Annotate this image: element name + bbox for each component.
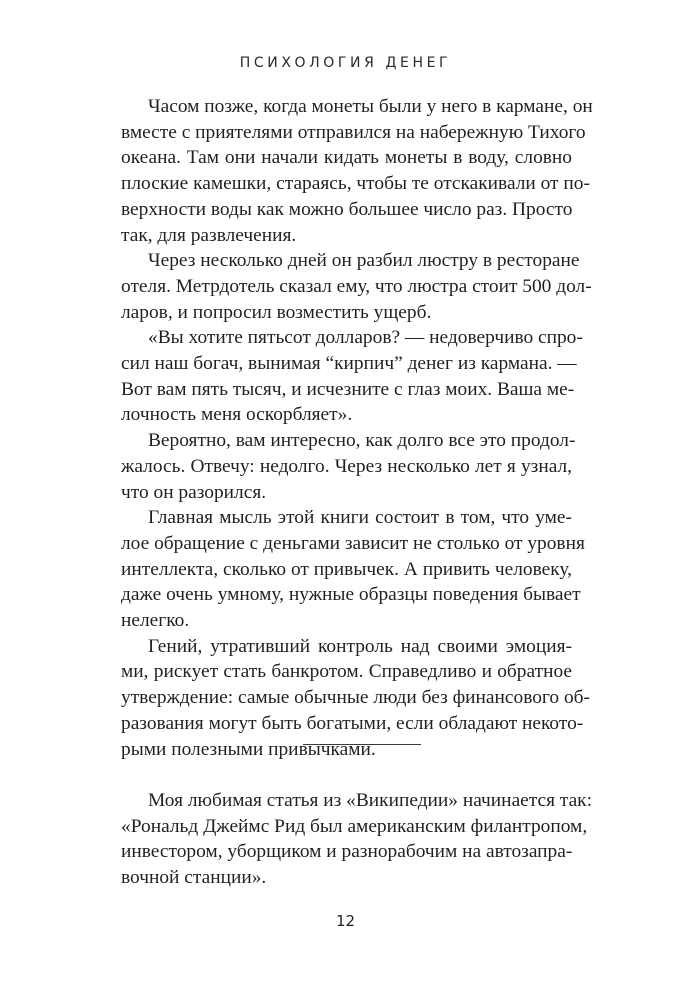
text-line: интеллекта, сколько от привычек. А привить человеку, [121,558,572,580]
text-line: вочной станции». [121,867,267,889]
text-line: верхности воды как можно большее число раз. Просто [121,198,573,220]
page-number: 12 [335,912,356,930]
closing-text [121,788,592,891]
text-line: Часом позже, когда монеты были у него в кармане, он [148,96,593,117]
text-line: Вероятно, вам интересно, как долго все это продол- [148,430,576,452]
text-line: «Вы хотите пятьсот долларов? — недоверчиво спро- [148,327,583,349]
text-line: Вот вам пять тысяч, и исчезните с глаз моих. Ваша ме- [121,378,575,400]
text-line: Гений, утративший контроль над своими эмоция- [148,635,572,657]
text-line: океана. Там они начали кидать монеты в воду, словно [121,147,572,169]
text-line: ларов, и попросил возместить ущерб. [121,301,432,323]
text-line: «Рональд Джеймс Рид был американским филантропом, [121,815,588,837]
text-line: разования могут быть богатыми, если обладают некото- [121,712,584,734]
text-line: Главная мысль этой книги состоит в том, что уме- [148,507,572,529]
paragraph [121,325,583,428]
text-line: утверждение: самые обычные люди без финансового об- [121,687,590,709]
text-line: что он разорился. [121,481,267,503]
text-line: нелегко. [121,610,190,632]
text-line: отеля. Метрдотель сказал ему, что люстра стоит 500 дол- [121,275,592,297]
paragraph [121,248,592,325]
text-line: ми, рискует стать банкротом. Справедливо и обратное [121,661,572,683]
text-line: рыми полезными привычками. [121,738,376,760]
text-line: лочность меня оскорбляет». [121,404,353,426]
paragraph [121,94,593,248]
text-line: даже очень умному, нужные образцы поведения бывает [121,584,581,606]
running-head: ПСИХОЛОГИЯ ДЕНЕГ [239,55,452,71]
text-line: сил наш богач, вынимая “кирпич” денег из кармана. — [121,353,577,375]
text-line: вместе с приятелями отправился на набережную Тихого [121,121,586,143]
paragraph [121,634,590,763]
text-line: инвестором, уборщиком и разнорабочим на автозапра- [121,841,573,863]
paragraph [121,505,585,634]
text-line: жалось. Отвечу: недолго. Через несколько лет я узнал, [121,455,572,477]
paragraph [121,428,576,505]
section-divider [303,744,421,745]
text-line: лое обращение с деньгами зависит не столько от уровня [121,532,585,554]
paragraph [121,788,592,891]
text-line: Моя любимая статья из «Википедии» начинается так: [148,790,592,811]
text-line: так, для развлечения. [121,224,297,246]
text-line: плоские камешки, стараясь, чтобы те отскакивали от по- [121,173,590,195]
text-line: Через несколько дней он разбил люстру в ресторане [148,250,580,272]
main-text [121,94,593,762]
